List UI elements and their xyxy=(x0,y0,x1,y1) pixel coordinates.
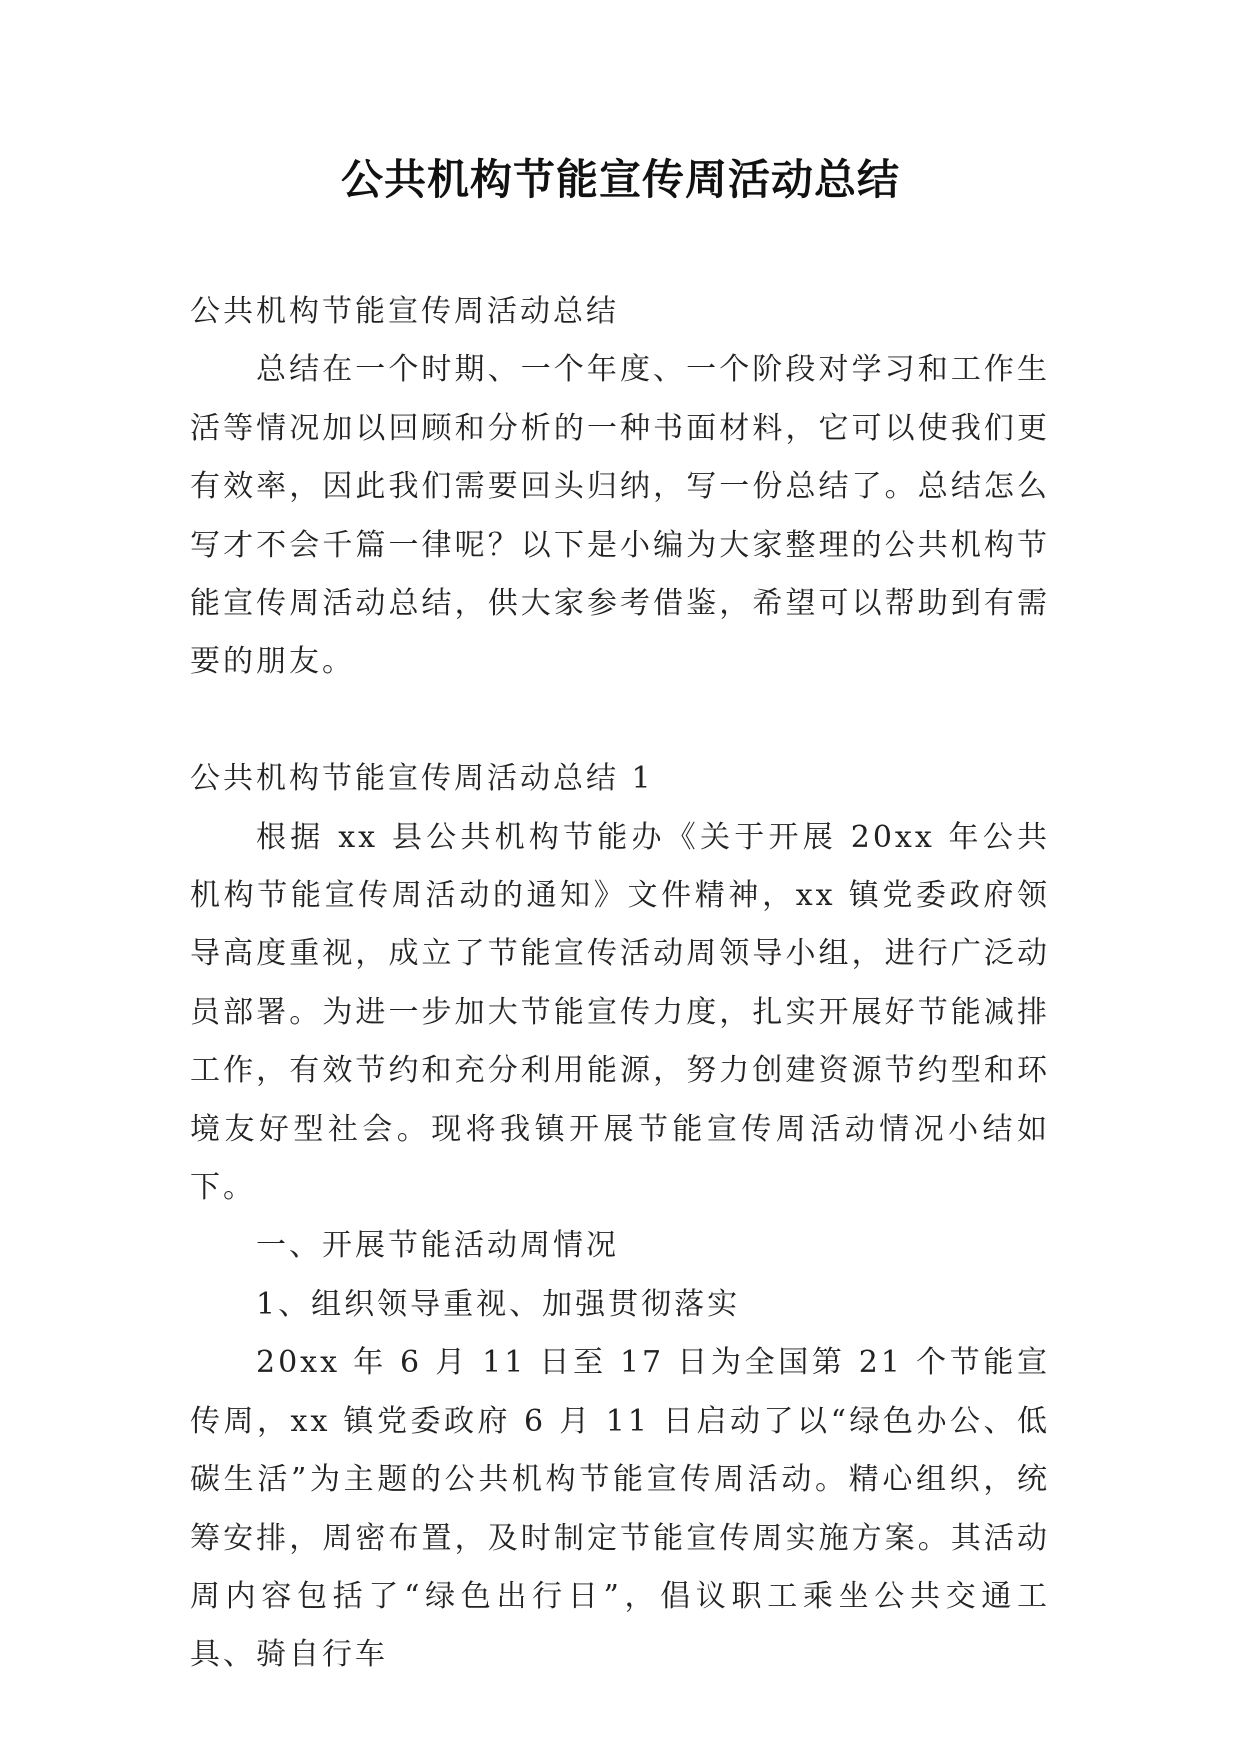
document-body xyxy=(190,283,1050,1685)
subsection-heading: 一、开展节能活动周情况 xyxy=(256,1228,619,1264)
intro-paragraph: 总结在一个时期、一个年度、一个阶段对学习和工作生活等情况加以回顾和分析的一种书面材料，它可以使我们更有效率，因此我们需要回头归纳，写一份总结了。总结怎么写才不会千篇一律呢？以下是小编为大家整理的公共机构节能宣传周活动总结，供大家参考借鉴，希望可以帮助到有需要的朋友。 xyxy=(190,352,1050,680)
body-paragraph: 20xx 年 6 月 11 日至 17 日为全国第 21 个节能宣传周，xx 镇党委政府 6 月 11 日启动了以“绿色办公、低碳生活”为主题的公共机构节能宣传周活动。精心组织，统筹安排，周密布置，及时制定节能宣传周实施方案。其活动周内容包括了“绿色出行日”，倡议职工乘坐公共交通工具、骑自行车 xyxy=(190,1345,1050,1673)
document-title: 公共机构节能宣传周活动总结 xyxy=(340,155,900,204)
section-heading: 公共机构节能宣传周活动总结 1 xyxy=(190,761,654,797)
subsection-heading: 1、组织领导重视、加强贯彻落实 xyxy=(256,1286,741,1322)
paragraph-spacer xyxy=(190,692,1050,750)
body-paragraph: 根据 xx 县公共机构节能办《关于开展 20xx 年公共机构节能宣传周活动的通知》文件精神，xx 镇党委政府领导高度重视，成立了节能宣传活动周领导小组，进行广泛动员部署。为进一步加大节能宣传力度，扎实开展好节能减排工作，有效节约和充分利用能源，努力创建资源节约型和环境友好型社会。现将我镇开展节能宣传周活动情况小结如下。 xyxy=(190,819,1050,1206)
section-heading: 公共机构节能宣传周活动总结 xyxy=(190,294,619,329)
